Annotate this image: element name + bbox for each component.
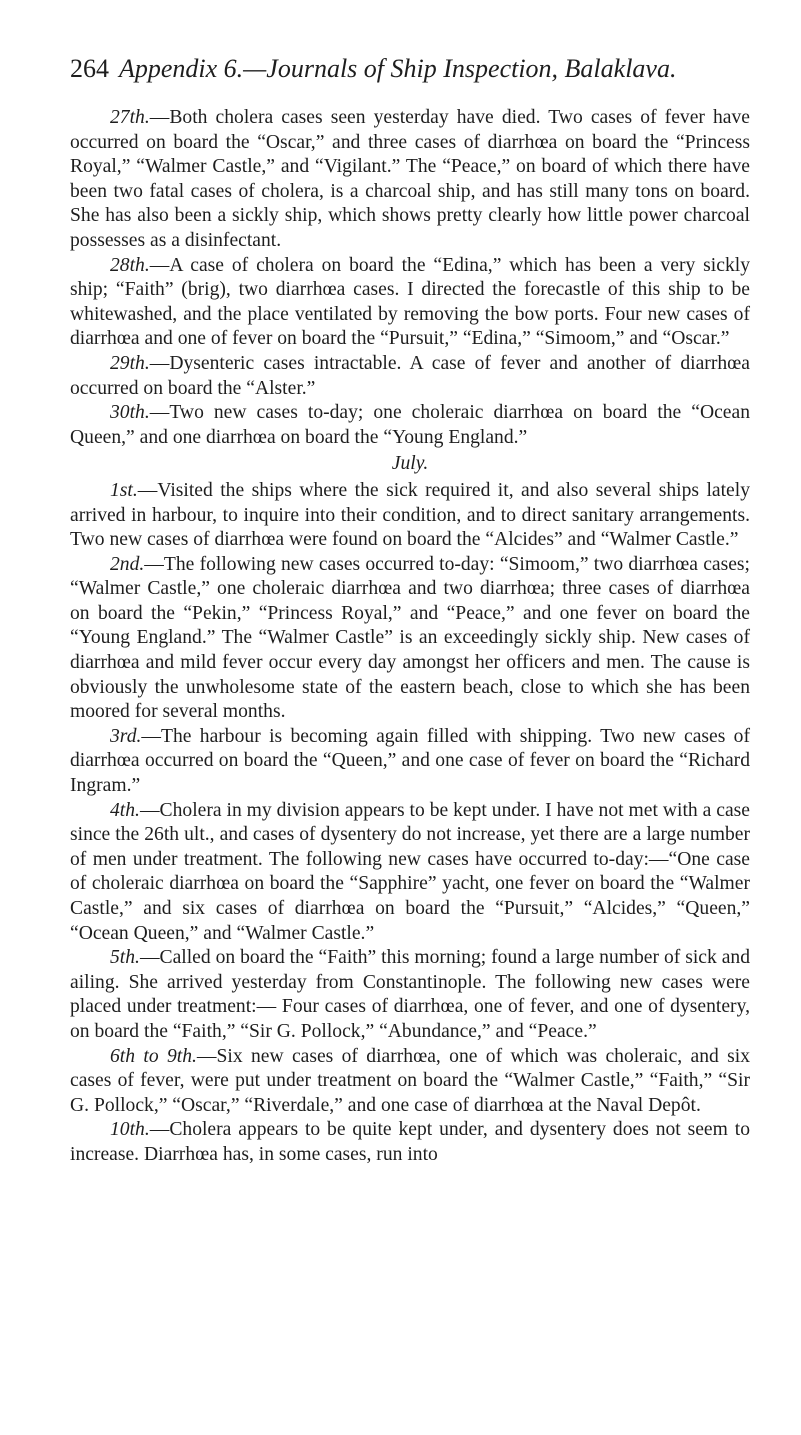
journal-entry	[70, 479, 750, 553]
journal-entry	[70, 254, 750, 352]
journal-entry	[70, 352, 750, 401]
running-header	[70, 52, 750, 86]
entry-text: —Dysenteric cases intractable. A case of fever and another of diarrhœa occurred on board the “Alster.”	[70, 352, 750, 399]
journal-entry	[70, 725, 750, 799]
entry-text: —The following new cases occurred to-day: “Simoom,” two diarrhœa cases; “Walmer Castle,” one choleraic diarrhœa and two diarrhœa; three cases of diarrhœa on board the “Pekin,” “Princess Royal,” and “Peace,” and one fever on board the “Young England.” The “Walmer Castle” is an exceedingly sickly ship. New cases of diarrhœa and mild fever occur every day amongst her officers and men. The cause is obviously the unwholesome state of the eastern beach, close to which she has been moored for several months.	[70, 553, 750, 723]
entry-text: —Six new cases of diarrhœa, one of which was choleraic, and six cases of fever, were put under treatment on board the “Walmer Castle,” “Faith,” “Sir G. Pollock,” “Oscar,” “Riverdale,” and one case of diarrhœa at the Naval Depôt.	[70, 1045, 751, 1116]
entry-date: 28th.	[110, 254, 150, 276]
entry-date: 27th.	[110, 107, 150, 128]
journal-entry	[70, 106, 750, 254]
book-page	[70, 52, 750, 1168]
entry-text: —A case of cholera on board the “Edina,” which has been a very sickly ship; “Faith” (brig), two diarrhœa cases. I directed the forecastle of this ship to be whitewashed, and the place ventilated by removing the bow ports. Four new cases of diarrhœa and one of fever on board the “Pursuit,” “Edina,” “Simoom,” and “Oscar.”	[70, 254, 750, 350]
entry-text: —Visited the ships where the sick required it, and also several ships lately arrived in harbour, to inquire into their condition, and to direct sanitary arrangements. Two new cases of diarrhœa were found on board the “Alcides” and “Walmer Castle.”	[70, 479, 750, 551]
header-title: Appendix 6.—Journals of Ship Inspection, Balaklava.	[119, 54, 677, 83]
entry-date: 4th.	[110, 799, 140, 821]
journal-entry	[70, 1118, 750, 1167]
entry-text: —Two new cases to-day; one choleraic diarrhœa on board the “Ocean Queen,” and one diarrhœa on board the “Young England.”	[70, 402, 750, 448]
journal-entry	[70, 1045, 750, 1119]
entry-date: 29th.	[110, 352, 150, 374]
entry-text: —The harbour is becoming again filled with shipping. Two new cases of diarrhœa occurred on board the “Queen,” and one case of fever on board the “Richard Ingram.”	[70, 725, 750, 797]
month-heading: July.	[391, 453, 429, 475]
entry-date: 10th.	[110, 1119, 150, 1141]
entry-text: —Both cholera cases seen yesterday have died. Two cases of fever have occurred on board the “Oscar,” and three cases of diarrhœa on board the “Princess Royal,” “Walmer Castle,” and “Vigilant.” The “Peace,” on board of which there have been two fatal cases of cholera, is a charcoal ship, and has still many tons on board. She has also been a sickly ship, which shows pretty clearly how little power charcoal possesses as a disinfectant.	[70, 107, 750, 251]
journal-entry	[70, 799, 750, 947]
entry-text: —Called on board the “Faith” this morning; found a large number of sick and ailing. She arrived yesterday from Constantinople. The following new cases were placed under treatment:— Four cases of diarrhœa, one of fever, and one of dysentery, on board the “Faith,” “Sir G. Pollock,” “Abundance,” and “Peace.”	[70, 947, 750, 1042]
entry-date: 6th to 9th.	[110, 1045, 197, 1067]
entry-date: 3rd.	[110, 725, 142, 747]
journal-entry	[70, 401, 750, 450]
journal-entry	[70, 553, 750, 725]
entry-date: 5th.	[110, 947, 140, 969]
entry-date: 2nd.	[110, 553, 145, 575]
entry-date: 1st.	[110, 479, 138, 501]
entry-text: —Cholera in my division appears to be kept under. I have not met with a case since the 26th ult., and cases of dysentery do not increase, yet there are a large number of men under treatment. The following new cases have occurred to-day:—“One case of choleraic diarrhœa on board the “Sapphire” yacht, one fever on board the “Walmer Castle,” and six cases of diarrhœa on board the “Pursuit,” “Alcides,” “Queen,” “Ocean Queen,” and “Walmer Castle.”	[70, 799, 750, 944]
journal-entry	[70, 946, 750, 1044]
page-number: 264	[70, 54, 109, 83]
entry-text: —Cholera appears to be quite kept under, and dysentery does not seem to increase. Diarrhœa has, in some cases, run into	[70, 1119, 750, 1165]
entry-date: 30th.	[110, 402, 150, 424]
